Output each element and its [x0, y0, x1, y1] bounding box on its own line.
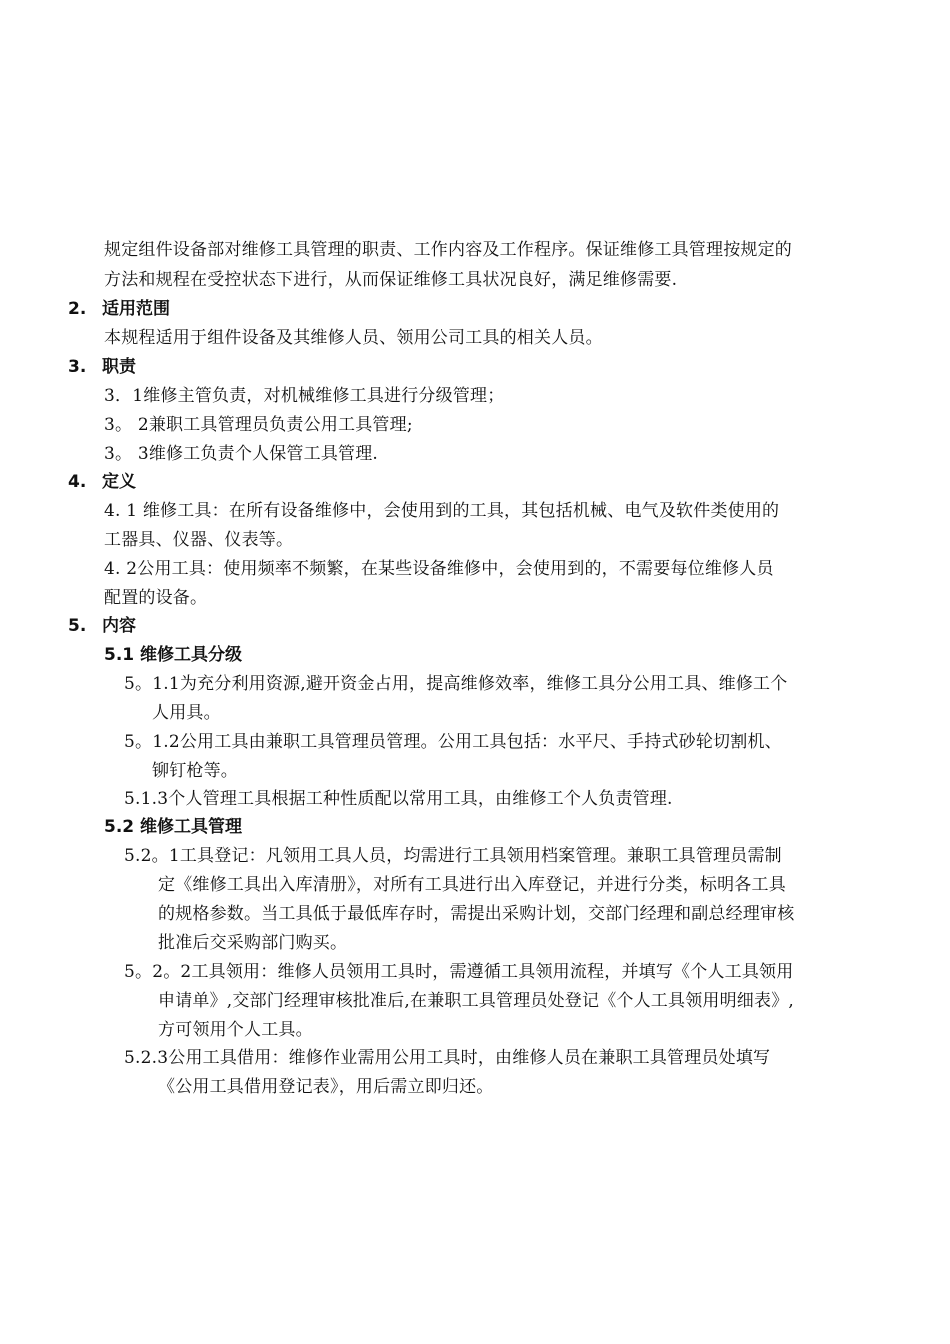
- duties-item-1: 3．1维修主管负责，对机械维修工具进行分级管理；: [104, 386, 505, 406]
- item-5-2-2-line-3: 方可领用个人工具。: [158, 1020, 313, 1040]
- item-5-2-1-line-1: 5.2。1工具登记：凡领用工具人员，均需进行工具领用档案管理。兼职工具管理员需制: [124, 846, 782, 866]
- item-5-1-1-line-1: 5。1.1为充分利用资源,避开资金占用，提高维修效率，维修工具分公用工具、维修工个: [124, 674, 788, 694]
- duties-title: 职责: [102, 357, 136, 377]
- duties-number: 3.: [68, 357, 87, 377]
- scope-heading: [68, 297, 170, 321]
- duties-item-2: 3。 2兼职工具管理员负责公用工具管理;: [104, 415, 413, 435]
- item-5-2-2-line-1: 5。2。2工具领用：维修人员领用工具时，需遵循工具领用流程，并填写《个人工具领用: [124, 962, 794, 982]
- duties-heading: [68, 355, 136, 379]
- definition-2-line-1: 4. 2公用工具：使用频率不频繁，在某些设备维修中，会使用到的，不需要每位维修人员: [104, 559, 774, 579]
- definition-2-line-2: 配置的设备。: [104, 588, 208, 608]
- purpose-line-2: 方法和规程在受控状态下进行，从而保证维修工具状况良好，满足维修需要.: [104, 270, 678, 290]
- definition-1-line-1: 4. 1 维修工具：在所有设备维修中，会使用到的工具，其包括机械、电气及软件类使用的: [104, 501, 780, 521]
- duties-item-3: 3。 3维修工负责个人保管工具管理.: [104, 444, 379, 464]
- item-5-1-3-line-1: 5.1.3个人管理工具根据工种性质配以常用工具，由维修工个人负责管理.: [124, 789, 673, 809]
- content-title: 内容: [102, 616, 136, 636]
- item-5-2-2-line-2: 申请单》,交部门经理审核批准后,在兼职工具管理员处登记《个人工具领用明细表》,: [158, 991, 795, 1011]
- item-5-1-2-line-2: 铆钉枪等。: [152, 761, 238, 781]
- item-5-2-1-line-2: 定《维修工具出入库清册》，对所有工具进行出入库登记，并进行分类，标明各工具: [158, 875, 786, 895]
- definitions-title: 定义: [102, 472, 136, 492]
- scope-number: 2.: [68, 299, 87, 319]
- section-5-2-heading: 5.2 维修工具管理: [104, 817, 243, 837]
- purpose-line-1: 规定组件设备部对维修工具管理的职责、工作内容及工作程序。保证维修工具管理按规定的: [104, 240, 792, 260]
- item-5-2-1-line-3: 的规格参数。当工具低于最低库存时，需提出采购计划，交部门经理和副总经理审核: [158, 904, 795, 924]
- scope-body: 本规程适用于组件设备及其维修人员、领用公司工具的相关人员。: [104, 328, 603, 348]
- content-heading: [68, 614, 136, 638]
- item-5-1-1-line-2: 人用具。: [152, 703, 221, 723]
- section-5-1-heading: 5.1 维修工具分级: [104, 645, 243, 665]
- item-5-2-3-line-1: 5.2.3公用工具借用：维修作业需用公用工具时，由维修人员在兼职工具管理员处填写: [124, 1048, 771, 1068]
- content-number: 5.: [68, 616, 87, 636]
- scope-title: 适用范围: [102, 299, 170, 319]
- item-5-1-2-line-1: 5。1.2公用工具由兼职工具管理员管理。公用工具包括：水平尺、手持式砂轮切割机、: [124, 732, 782, 752]
- item-5-2-1-line-4: 批准后交采购部门购买。: [158, 933, 348, 953]
- definitions-number: 4.: [68, 472, 87, 492]
- definition-1-line-2: 工器具、仪器、仪表等。: [104, 530, 294, 550]
- item-5-2-3-line-2: 《公用工具借用登记表》，用后需立即归还。: [158, 1077, 494, 1097]
- definitions-heading: [68, 470, 136, 494]
